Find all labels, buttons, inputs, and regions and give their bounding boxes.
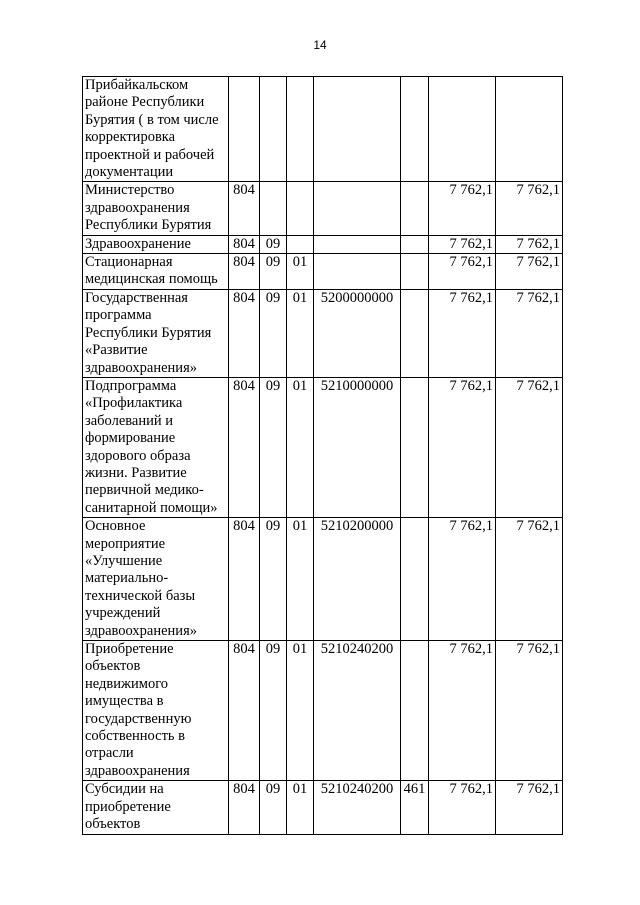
ministry-code-cell: 804 (229, 641, 260, 781)
amount-cell-2: 7 762,1 (496, 781, 563, 835)
ministry-code-cell: 804 (229, 781, 260, 835)
row-name-cell: Основное мероприятие «Улучшение материально-технической базы учреждений здравоохранения» (83, 518, 229, 641)
section-code-cell: 09 (260, 289, 287, 377)
ministry-code-cell: 804 (229, 254, 260, 290)
section-code-cell: 09 (260, 254, 287, 290)
ministry-code-cell: 804 (229, 289, 260, 377)
target-article-cell (314, 235, 401, 253)
row-name-cell: Министерство здравоохранения Республики Бурятия (83, 182, 229, 235)
amount-cell-2 (496, 77, 563, 182)
amount-cell-2: 7 762,1 (496, 254, 563, 290)
row-name-cell: Здравоохранение (83, 235, 229, 253)
amount-cell-1: 7 762,1 (429, 781, 496, 835)
section-code-cell: 09 (260, 781, 287, 835)
section-code-cell (260, 182, 287, 235)
ministry-code-cell: 804 (229, 235, 260, 253)
amount-cell-1: 7 762,1 (429, 289, 496, 377)
amount-cell-2: 7 762,1 (496, 641, 563, 781)
target-article-cell: 5210240200 (314, 641, 401, 781)
table-row (83, 235, 563, 253)
table-row (83, 77, 563, 182)
expense-type-cell (401, 641, 429, 781)
amount-cell-2: 7 762,1 (496, 235, 563, 253)
section-code-cell: 09 (260, 377, 287, 517)
section-code-cell: 09 (260, 641, 287, 781)
subsection-code-cell: 01 (287, 254, 314, 290)
budget-table (82, 76, 563, 835)
subsection-code-cell (287, 235, 314, 253)
amount-cell-1: 7 762,1 (429, 182, 496, 235)
row-name-cell: Подпрограмма «Профилактика заболеваний и формирование здорового образа жизни. Развитие первичной медико-санитарной помощи» (83, 377, 229, 517)
table-row (83, 781, 563, 835)
amount-cell-2: 7 762,1 (496, 518, 563, 641)
subsection-code-cell: 01 (287, 377, 314, 517)
amount-cell-1 (429, 77, 496, 182)
amount-cell-1: 7 762,1 (429, 254, 496, 290)
amount-cell-1: 7 762,1 (429, 235, 496, 253)
target-article-cell (314, 254, 401, 290)
table-row (83, 377, 563, 517)
expense-type-cell (401, 182, 429, 235)
ministry-code-cell (229, 77, 260, 182)
target-article-cell: 5200000000 (314, 289, 401, 377)
amount-cell-1: 7 762,1 (429, 641, 496, 781)
expense-type-cell (401, 77, 429, 182)
target-article-cell (314, 77, 401, 182)
table-row (83, 182, 563, 235)
amount-cell-2: 7 762,1 (496, 182, 563, 235)
section-code-cell: 09 (260, 518, 287, 641)
section-code-cell (260, 77, 287, 182)
target-article-cell: 5210200000 (314, 518, 401, 641)
table-row (83, 518, 563, 641)
ministry-code-cell: 804 (229, 518, 260, 641)
subsection-code-cell: 01 (287, 518, 314, 641)
target-article-cell: 5210000000 (314, 377, 401, 517)
table-row (83, 254, 563, 290)
amount-cell-1: 7 762,1 (429, 377, 496, 517)
page-number: 14 (313, 38, 327, 52)
expense-type-cell (401, 289, 429, 377)
subsection-code-cell: 01 (287, 641, 314, 781)
subsection-code-cell: 01 (287, 289, 314, 377)
table-row (83, 289, 563, 377)
expense-type-cell (401, 254, 429, 290)
ministry-code-cell: 804 (229, 377, 260, 517)
amount-cell-2: 7 762,1 (496, 377, 563, 517)
section-code-cell: 09 (260, 235, 287, 253)
row-name-cell: Государственная программа Республики Бурятия «Развитие здравоохранения» (83, 289, 229, 377)
expense-type-cell: 461 (401, 781, 429, 835)
row-name-cell: Субсидии на приобретение объектов (83, 781, 229, 835)
target-article-cell: 5210240200 (314, 781, 401, 835)
table-row (83, 641, 563, 781)
expense-type-cell (401, 377, 429, 517)
target-article-cell (314, 182, 401, 235)
subsection-code-cell: 01 (287, 781, 314, 835)
row-name-cell: Приобретение объектов недвижимого имущества в государственную собственность в отрасли здравоохранения (83, 641, 229, 781)
amount-cell-1: 7 762,1 (429, 518, 496, 641)
subsection-code-cell (287, 77, 314, 182)
subsection-code-cell (287, 182, 314, 235)
expense-type-cell (401, 518, 429, 641)
amount-cell-2: 7 762,1 (496, 289, 563, 377)
expense-type-cell (401, 235, 429, 253)
ministry-code-cell: 804 (229, 182, 260, 235)
row-name-cell: Стационарная медицинская помощь (83, 254, 229, 290)
row-name-cell: Прибайкальском районе Республики Бурятия ( в том числе корректировка проектной и рабочей документации (83, 77, 229, 182)
